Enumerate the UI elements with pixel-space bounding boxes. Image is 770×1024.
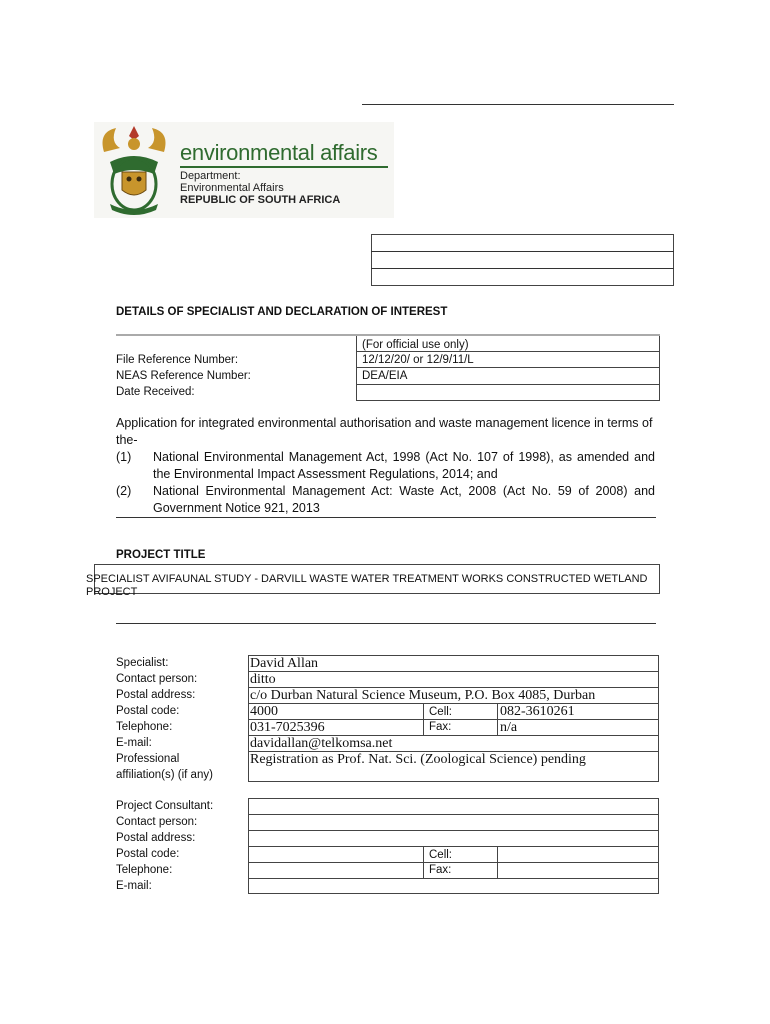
project-title-text: SPECIALIST AVIFAUNAL STUDY - DARVILL WASTE WATER TREATMENT WORKS CONSTRUCTED WETLAND PROJECT — [86, 573, 648, 598]
official-header: (For official use only) — [362, 339, 469, 351]
consultant-fax-label: Fax: — [429, 864, 452, 876]
specialist-contact-value: ditto — [250, 672, 276, 687]
specialist-fax-value: n/a — [500, 720, 518, 735]
cons-row-3 — [248, 846, 659, 847]
item1-number: (1) — [116, 450, 132, 464]
cons-row-2 — [248, 830, 659, 831]
specialist-email-value: davidallan@telkomsa.net — [250, 736, 393, 751]
specialist-affiliation-value: Registration as Prof. Nat. Sci. (Zoological Science) pending — [250, 752, 586, 767]
application-rule — [116, 517, 656, 518]
specialist-postal-code-label: Postal code: — [116, 705, 180, 717]
top-rule — [362, 104, 674, 105]
specialist-fax-label: Fax: — [429, 721, 452, 733]
project-title-label: PROJECT TITLE — [116, 549, 206, 561]
date-label: Date Received: — [116, 386, 195, 398]
official-row-line-2 — [356, 367, 660, 368]
specialist-postal-code-value: 4000 — [250, 704, 278, 719]
file-ref-value: 12/12/20/ or 12/9/11/L — [362, 354, 474, 366]
blank-box-row-line-1 — [371, 251, 674, 252]
specialist-name-value: David Allan — [250, 656, 319, 671]
specialist-prof-label-2: affiliation(s) (if any) — [116, 769, 213, 781]
spec-col-line-2 — [497, 703, 498, 735]
specialist-cell-label: Cell: — [429, 706, 453, 718]
consultant-telephone-label: Telephone: — [116, 864, 173, 876]
consultant-cell-label: Cell: — [429, 849, 453, 861]
consultant-postal-address-label: Postal address: — [116, 832, 196, 844]
official-row-line-3 — [356, 384, 660, 385]
section-title: DETAILS OF SPECIALIST AND DECLARATION OF INTEREST — [116, 306, 448, 318]
specialist-telephone-value: 031-7025396 — [250, 720, 325, 735]
logo-divider — [180, 166, 388, 168]
item2-number: (2) — [116, 484, 132, 498]
logo-line3: REPUBLIC OF SOUTH AFRICA — [180, 194, 341, 206]
consultant-label: Project Consultant: — [116, 800, 214, 812]
specialist-postal-address-value: c/o Durban Natural Science Museum, P.O. Box 4085, Durban — [250, 688, 596, 703]
specialist-cell-value: 082-3610261 — [500, 704, 575, 719]
item2-text: National Environmental Management Act: Waste Act, 2008 (Act No. 59 of 2008) and Government Notice 921, 2013 — [153, 484, 655, 515]
file-ref-label: File Reference Number: — [116, 354, 239, 366]
logo-title: environmental affairs — [180, 140, 378, 165]
specialist-label: Specialist: — [116, 657, 169, 669]
specialist-postal-address-label: Postal address: — [116, 689, 196, 701]
cons-col-line-2 — [497, 846, 498, 878]
blank-box — [371, 234, 674, 286]
blank-box-row-line-2 — [371, 268, 674, 269]
cons-row-5 — [248, 878, 659, 879]
department-logo — [94, 122, 394, 218]
item1-text: National Environmental Management Act, 1998 (Act No. 107 of 1998), as amended and the Environmental Impact Assessment Regulations, 2014; and — [153, 450, 655, 481]
consultant-postal-code-label: Postal code: — [116, 848, 180, 860]
cons-col-line-1 — [423, 846, 424, 878]
logo-line2: Environmental Affairs — [180, 182, 284, 194]
specialist-telephone-label: Telephone: — [116, 721, 173, 733]
cons-row-1 — [248, 814, 659, 815]
application-intro: Application for integrated environmental authorisation and waste management licence in terms of the- — [116, 416, 653, 447]
coat-of-arms-icon — [96, 122, 172, 218]
spec-col-line-1 — [423, 703, 424, 735]
specialist-email-label: E-mail: — [116, 737, 152, 749]
cons-row-4 — [248, 862, 659, 863]
project-rule — [116, 623, 656, 624]
logo-line1: Department: — [180, 170, 241, 182]
consultant-contact-label: Contact person: — [116, 816, 198, 828]
neas-value: DEA/EIA — [362, 370, 408, 382]
specialist-prof-label-1: Professional — [116, 753, 180, 765]
neas-label: NEAS Reference Number: — [116, 370, 251, 382]
consultant-email-label: E-mail: — [116, 880, 152, 892]
specialist-contact-label: Contact person: — [116, 673, 198, 685]
